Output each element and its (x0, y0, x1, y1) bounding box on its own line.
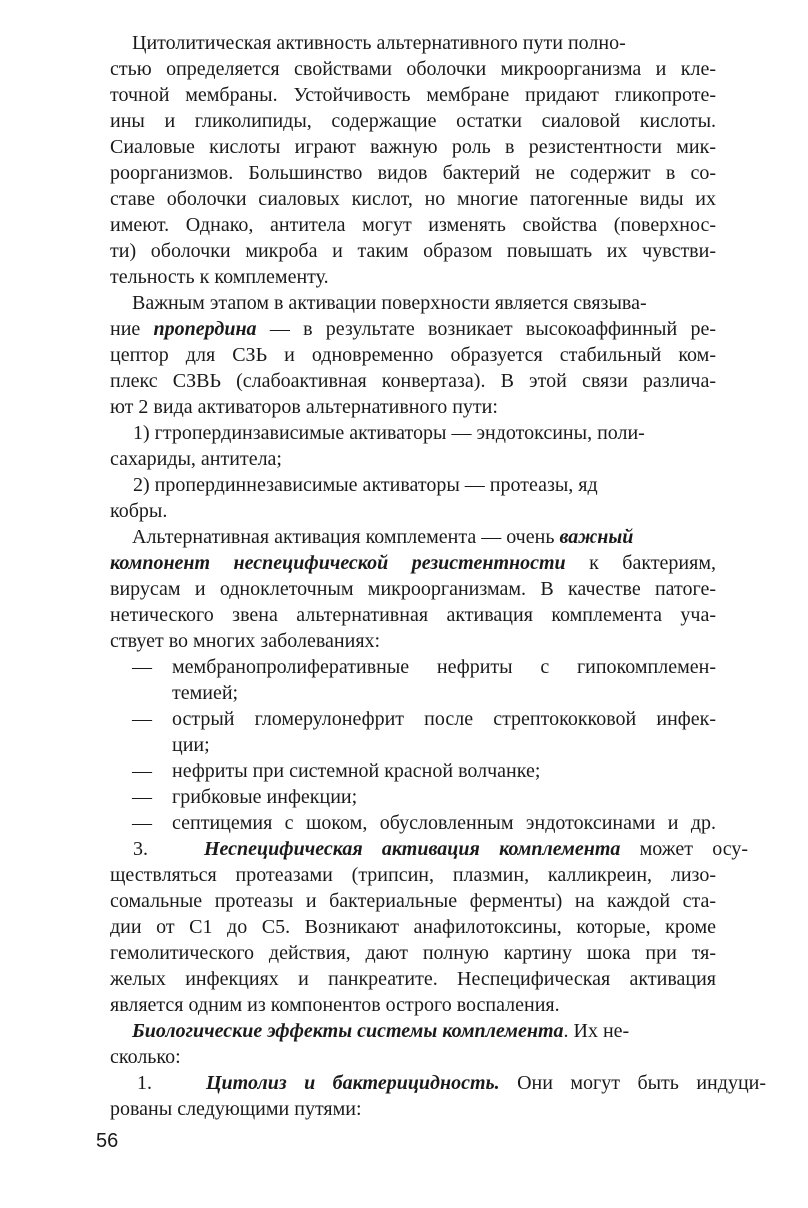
list-item: 1) гтропердинзависимые активаторы — эндотоксины, поли- (133, 422, 645, 444)
text-line: ставе оболочки сиаловых кислот, но многие патогенные виды их (110, 188, 716, 210)
text-line: Сиаловые кислоты играют важную роль в резистентности мик- (110, 136, 716, 158)
text-line: ствует во многих заболеваниях: (110, 630, 381, 652)
dash-bullet: — (132, 760, 152, 782)
text-run: — в результате возникает высокоаффинный ре- (256, 318, 716, 340)
text-line: роорганизмов. Большинство видов бактерий не содержит в со- (110, 162, 716, 184)
text-run: Они могут быть индуци- (499, 1072, 767, 1094)
text-line (132, 1018, 716, 1044)
text-line: темией; (172, 682, 239, 704)
text-line: сомальные протеазы и бактериальные ферменты) на каждой ста- (110, 890, 716, 912)
item-number: 3. (133, 838, 148, 860)
text-run: ние (110, 318, 154, 340)
text-line: гемолитического действия, дают полную картину шока при тя- (110, 942, 716, 964)
text-line (132, 524, 716, 550)
page-number: 56 (96, 1130, 119, 1152)
text-line: сахариды, антитела; (110, 448, 282, 470)
text-line (110, 550, 716, 576)
list-item: грибковые инфекции; (172, 786, 358, 808)
text-run: к бактериям, (565, 552, 716, 574)
text-line: тельность к комплементу. (110, 266, 329, 288)
emphasis-cytolysis: Цитолиз и бактерицидность. (206, 1072, 500, 1094)
emphasis-important: важный (559, 526, 634, 548)
text-line (206, 1070, 766, 1096)
text-line: дии от С1 до С5. Возникают анафилотоксины, которые, кроме (110, 916, 716, 938)
text-run: . Их не- (563, 1020, 630, 1042)
text-line: плекс СЗВЬ (слабоактивная конвертаза). В этой связи различа- (110, 370, 716, 392)
text-line: цептор для СЗЬ и одновременно образуется стабильный ком- (110, 344, 716, 366)
text-line: является одним из компонентов острого воспаления. (110, 994, 560, 1016)
text-line (110, 316, 716, 342)
text-line: ют 2 вида активаторов альтернативного пути: (110, 396, 498, 418)
text-line: ины и гликолипиды, содержащие остатки сиаловой кислоты. (110, 110, 716, 132)
text-line: Цитолитическая активность альтернативного пути полно- (132, 32, 626, 54)
list-item: мембранопролиферативные нефриты с гипокомплемен- (172, 656, 716, 678)
dash-bullet: — (132, 708, 152, 730)
text-run: может осу- (620, 838, 748, 860)
text-line: ществляться протеазами (трипсин, плазмин, калликреин, лизо- (110, 864, 716, 886)
item-number: 1. (137, 1072, 152, 1094)
emphasis-biological-effects: Биологические эффекты системы комплемента (132, 1020, 564, 1042)
text-line: имеют. Однако, антитела могут изменять свойства (поверхнос- (110, 214, 716, 236)
text-line: стью определяется свойствами оболочки микроорганизма и кле- (110, 58, 716, 80)
text-line: нетического звена альтернативная активация комплемента уча- (110, 604, 716, 626)
dash-bullet: — (132, 812, 152, 834)
text-run: Альтернативная активация комплемента — очень (132, 526, 560, 548)
text-line: рованы следующими путями: (110, 1098, 362, 1120)
list-item: 2) пропердиннезависимые активаторы — протеазы, яд (133, 474, 598, 496)
list-item: острый гломерулонефрит после стрептококковой инфек- (172, 708, 716, 730)
list-item: септицемия с шоком, обусловленным эндотоксинами и др. (172, 812, 716, 834)
emphasis-nonspecific-resistance: компонент неспецифической резистентности (110, 552, 566, 574)
emphasis-nonspecific-activation: Неспецифическая активация комплемента (204, 838, 621, 860)
text-line: желых инфекциях и панкреатите. Неспецифическая активация (110, 968, 716, 990)
text-line: точной мембраны. Устойчивость мембране придают гликопроте- (110, 84, 716, 106)
text-line: Важным этапом в активации поверхности является связыва- (132, 292, 647, 314)
text-line: вирусам и одноклеточным микроорганизмам. В качестве патоге- (110, 578, 716, 600)
text-line: кобры. (110, 500, 168, 522)
text-line: сколько: (110, 1046, 181, 1068)
text-line: ции; (172, 734, 210, 756)
text-line (204, 836, 748, 862)
list-item: нефриты при системной красной волчанке; (172, 760, 541, 782)
dash-bullet: — (132, 656, 152, 678)
dash-bullet: — (132, 786, 152, 808)
emphasis-properdin: пропердина (153, 318, 257, 340)
text-line: ти) оболочки микроба и таким образом повышать их чувстви- (110, 240, 716, 262)
